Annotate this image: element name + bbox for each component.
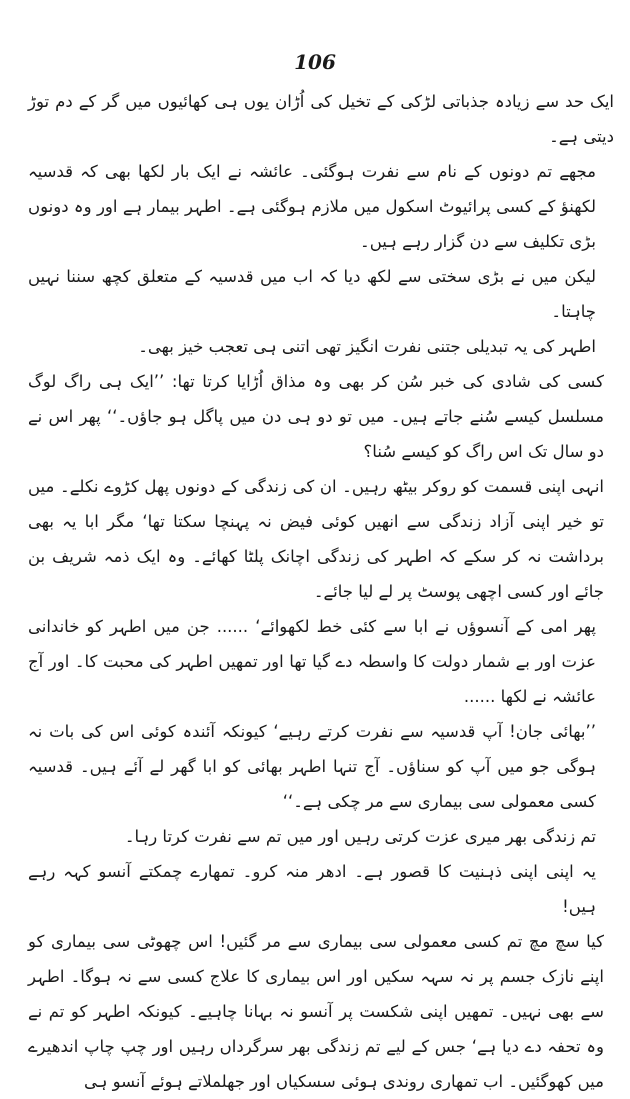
paragraph: یہ اپنی اپنی ذہنیت کا قصور ہے۔ ادھر منہ کرو۔ تمھارے چمکتے آنسو کہہ رہے ہیں!: [28, 862, 596, 916]
paragraph: اطہر کی یہ تبدیلی جتنی نفرت انگیز تھی اتنی ہی تعجب خیز بھی۔: [138, 337, 596, 356]
page-number: 106: [294, 50, 336, 74]
paragraph: ایک حد سے زیادہ جذباتی لڑکی کے تخیل کی اُڑان یوں ہی کھائیوں میں گر کے دم توڑ دیتی ہے۔: [28, 92, 614, 146]
paragraph: انہی اپنی قسمت کو روکر بیٹھ رہیں۔ ان کی زندگی کے دونوں پھل کڑوے نکلے۔ میں تو خیر اپنی آزاد زندگی سے انھیں کوئی فیض نہ پہنچا سکتا تھا‘ مگر ابا یہ بھی برداشت نہ کر سکے کہ اطہر کی زندگی اچانک پلٹا کھائے۔ وہ ایک ذمہ شریف بن جائے اور کسی اچھی پوسٹ پر لے لیا جائے۔: [28, 477, 604, 601]
paragraph: ’’بھائی جان! آپ قدسیہ سے نفرت کرتے رہیے‘ کیونکہ آئندہ کوئی اس کی بات نہ ہوگی جو میں آپ کو سناؤں۔ آج تنہا اطہر بھائی کو ابا گھر لے آئے ہیں۔ قدسیہ کسی معمولی سی بیماری سے مر چکی ہے۔‘‘: [28, 722, 596, 811]
paragraph: لیکن میں نے بڑی سختی سے لکھ دیا کہ اب میں قدسیہ کے متعلق کچھ سننا نہیں چاہتا۔: [28, 267, 596, 321]
paragraph: تم زندگی بھر میری عزت کرتی رہیں اور میں تم سے نفرت کرتا رہا۔: [124, 827, 596, 846]
paragraph: مجھے تم دونوں کے نام سے نفرت ہوگئی۔ عائشہ نے ایک بار لکھا بھی کہ قدسیہ لکھنؤ کے کسی پرائیوٹ اسکول میں ملازم ہوگئی ہے۔ اطہر بیمار ہے اور وہ دونوں بڑی تکلیف سے دن گزار رہے ہیں۔: [28, 162, 596, 251]
paragraph: کیا سچ مچ تم کسی معمولی سی بیماری سے مر گئیں! اس چھوٹی سی بیماری کو اپنے نازک جسم پر نہ سہہ سکیں اور اس بیماری کا علاج کسی سے نہ ہوگا۔ اطہر سے بھی نہیں۔ تمھیں اپنی شکست پر آنسو نہ بہانا چاہیے۔ کیونکہ اطہر کو تم نے وہ تحفہ دے دیا ہے‘ جس کے لیے تم زندگی بھر سرگرداں رہیں اور چپ چاپ اندھیرے میں کھوگئیں۔ اب تمھاری روندی ہوئی سسکیاں اور جھلملاتے ہوئے آنسو ہی: [28, 932, 604, 1091]
paragraph: کسی کی شادی کی خبر سُن کر بھی وہ مذاق اُڑایا کرتا تھا: ’’ایک ہی راگ لوگ مسلسل کیسے سُنے جاتے ہیں۔ میں تو دو ہی دن میں پاگل ہو جاؤں۔‘‘ پھر اس نے دو سال تک اس راگ کو کیسے سُنا؟: [28, 372, 604, 461]
page-text-body: [28, 84, 614, 1099]
paragraph: پھر امی کے آنسوؤں نے ابا سے کئی خط لکھوائے‘ ...... جن میں اطہر کو خاندانی عزت اور بے شمار دولت کا واسطہ دے گیا تھا اور تمھیں اطہر کی محبت کا۔ اور آج عائشہ نے لکھا ......: [28, 617, 596, 706]
